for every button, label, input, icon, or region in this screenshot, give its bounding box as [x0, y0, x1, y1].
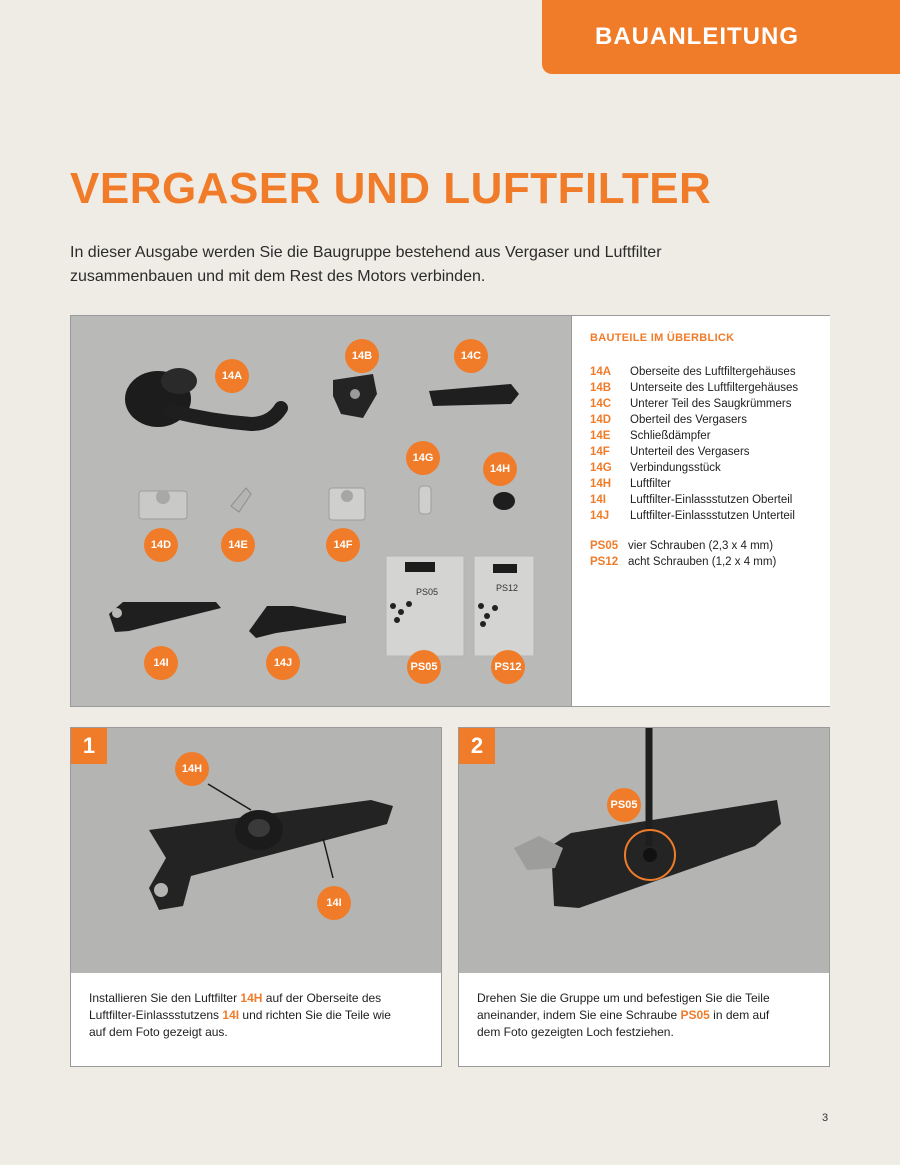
- part-code: 14C: [590, 398, 612, 410]
- part-label-14e: 14E: [221, 528, 255, 562]
- part-label-14g: 14G: [406, 441, 440, 475]
- step-2-part-shape: [551, 800, 781, 908]
- step-2-instructions: [477, 990, 817, 1041]
- part-code: 14F: [590, 446, 610, 458]
- part-14h-shape: [493, 492, 515, 510]
- screw-code: PS12: [590, 556, 619, 568]
- step-text-segment: aneinander, indem Sie eine Schraube: [477, 1008, 681, 1022]
- part-desc: Luftfilter: [630, 478, 671, 490]
- parts-list-heading: BAUTEILE IM ÜBERBLICK: [590, 332, 735, 344]
- part-desc: Schließdämpfer: [630, 430, 711, 442]
- list-item: [590, 364, 798, 380]
- step-2-photo: [459, 728, 829, 973]
- step-1-card: [70, 727, 442, 1067]
- step-2-illustration: [459, 728, 829, 973]
- intro-text: [70, 241, 790, 289]
- page-number: 3: [822, 1112, 829, 1124]
- parts-list: [571, 316, 830, 706]
- part-label-14h: 14H: [483, 452, 517, 486]
- step-text-segment: und richten Sie die Teile wie: [239, 1008, 391, 1022]
- part-label-14f: 14F: [326, 528, 360, 562]
- part-code: 14D: [590, 414, 612, 426]
- list-item: [590, 444, 798, 460]
- part-code: 14G: [590, 462, 612, 474]
- part-label-ps05: PS05: [407, 650, 441, 684]
- part-code: 14J: [590, 510, 610, 522]
- list-item: [590, 538, 776, 554]
- part-desc: Oberteil des Vergasers: [630, 414, 747, 426]
- part-label-ps12: PS12: [491, 650, 525, 684]
- parts-list-items: [590, 364, 798, 524]
- step-text-segment: in dem auf: [709, 1008, 770, 1022]
- parts-overview-panel: [70, 315, 830, 707]
- part-code: 14B: [590, 382, 612, 394]
- part-reference: PS05: [680, 1008, 710, 1022]
- part-14c-shape: [429, 384, 519, 406]
- part-code: 14I: [590, 494, 606, 506]
- intro-line: In dieser Ausgabe werden Sie die Baugruppe bestehend aus Vergaser und Luftfilter: [70, 244, 662, 261]
- part-code: 14E: [590, 430, 611, 442]
- part-14i-shape: [109, 602, 221, 632]
- parts-photo: [71, 316, 571, 706]
- intro-line: zusammenbauen und mit dem Rest des Motors verbinden.: [70, 268, 486, 285]
- list-item: [590, 396, 798, 412]
- list-item: [590, 428, 798, 444]
- part-14a-cap: [161, 368, 197, 394]
- part-label-14d: 14D: [144, 528, 178, 562]
- part-label-14c: 14C: [454, 339, 488, 373]
- step-1-instructions: [89, 990, 429, 1041]
- part-label-14i: 14I: [144, 646, 178, 680]
- step-1-label-14h: 14H: [175, 752, 209, 786]
- step-text-segment: Installieren Sie den Luftfilter: [89, 991, 241, 1005]
- step-2-bracket-shape: [514, 836, 563, 870]
- step-1-photo: [71, 728, 441, 973]
- part-desc: Unterteil des Vergasers: [630, 446, 750, 458]
- list-item: [590, 554, 776, 570]
- screw-desc: acht Schrauben (1,2 x 4 mm): [628, 556, 777, 568]
- part-desc: Unterer Teil des Saugkrümmers: [630, 398, 792, 410]
- part-desc: Unterseite des Luftfiltergehäuses: [630, 382, 799, 394]
- step-number: 2: [459, 728, 495, 764]
- step-text-segment: Luftfilter-Einlassstutzens: [89, 1008, 223, 1022]
- part-code: 14H: [590, 478, 612, 490]
- screw-list: [590, 538, 776, 570]
- list-item: [590, 460, 798, 476]
- step-text-segment: dem Foto gezeigten Loch festziehen.: [477, 1025, 674, 1039]
- step-1-illustration: [71, 728, 441, 973]
- part-14j-shape: [249, 606, 346, 638]
- part-reference: 14H: [240, 991, 263, 1005]
- page-title: VERGASER UND LUFTFILTER: [70, 164, 712, 213]
- part-desc: Oberseite des Luftfiltergehäuses: [630, 366, 796, 378]
- part-14a-tube: [171, 408, 281, 424]
- list-item: [590, 476, 798, 492]
- screw-code: PS05: [590, 540, 619, 552]
- bag-print-ps12: PS12: [496, 583, 519, 593]
- step-text-segment: Drehen Sie die Gruppe um und befestigen Sie die Teile: [477, 991, 770, 1005]
- step-1-label-14i: 14I: [317, 886, 351, 920]
- parts-illustration: [71, 316, 571, 706]
- part-code: 14A: [590, 366, 612, 378]
- screw-desc: vier Schrauben (2,3 x 4 mm): [628, 540, 774, 552]
- list-item: [590, 380, 798, 396]
- part-label-14b: 14B: [345, 339, 379, 373]
- part-14e-shape: [231, 488, 251, 512]
- section-tab-label: BAUANLEITUNG: [595, 23, 799, 50]
- part-label-14a: 14A: [215, 359, 249, 393]
- step-text-segment: auf dem Foto gezeigt aus.: [89, 1025, 228, 1039]
- section-tab: [542, 0, 900, 74]
- bag-print-ps05: PS05: [416, 587, 439, 597]
- list-item: [590, 412, 798, 428]
- list-item: [590, 492, 798, 508]
- part-desc: Luftfilter-Einlassstutzen Unterteil: [630, 510, 795, 522]
- list-item: [590, 508, 798, 524]
- step-2-card: [458, 727, 830, 1067]
- part-desc: Verbindungsstück: [630, 462, 721, 474]
- step-number: 1: [71, 728, 107, 764]
- part-14g-shape: [419, 486, 431, 514]
- part-desc: Luftfilter-Einlassstutzen Oberteil: [630, 494, 793, 506]
- part-reference: 14I: [222, 1008, 240, 1022]
- step-2-label-ps05: PS05: [607, 788, 641, 822]
- step-text-segment: auf der Oberseite des: [262, 991, 382, 1005]
- part-label-14j: 14J: [266, 646, 300, 680]
